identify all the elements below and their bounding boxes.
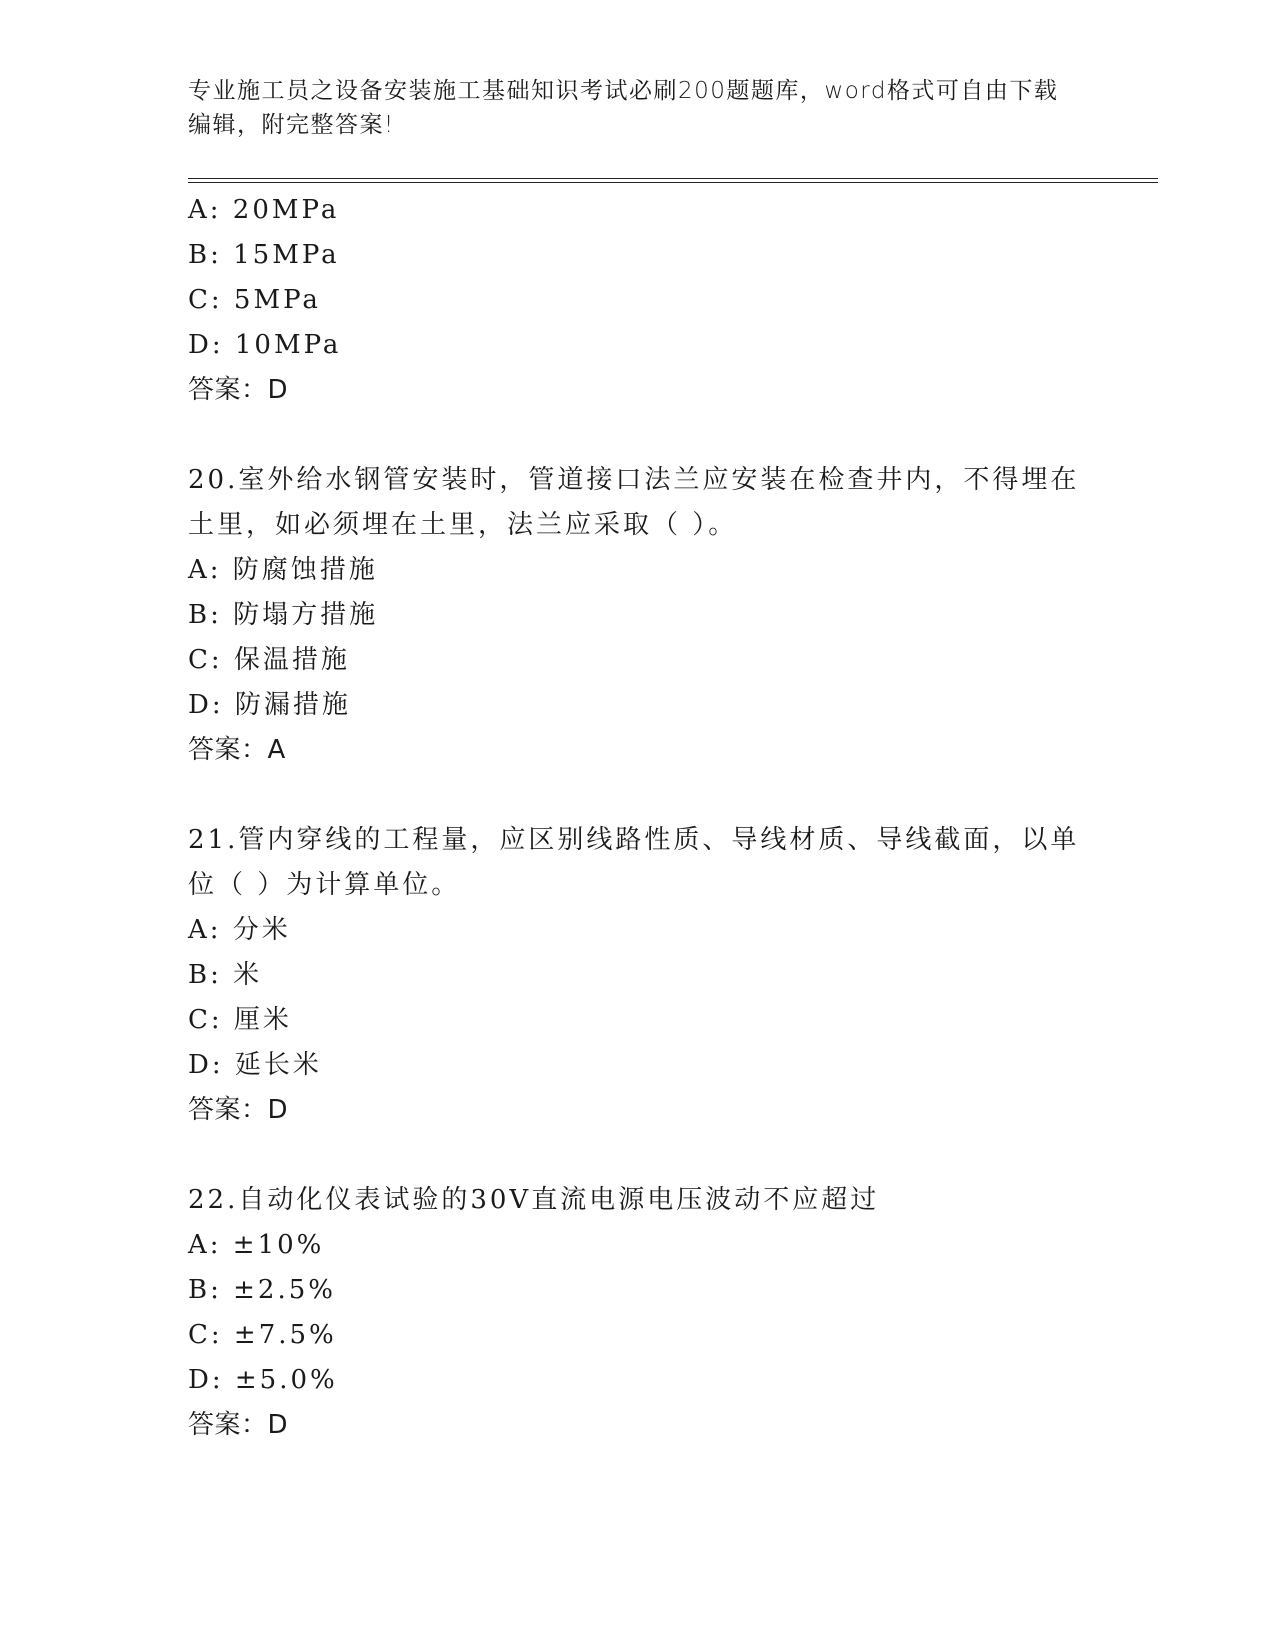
answer-line: 答案：A	[188, 735, 286, 765]
document-header	[188, 74, 1088, 142]
answer-line: 答案：D	[188, 1410, 289, 1440]
option-a: A: 防腐蚀措施	[188, 555, 378, 585]
option-d: D: ±5.0%	[188, 1365, 338, 1395]
header-title-line-2: 编辑，附完整答案!	[188, 112, 395, 138]
option-a: A: 20MPa	[188, 195, 340, 225]
option-c: C: 5MPa	[188, 285, 321, 315]
option-a: A: 分米	[188, 915, 291, 945]
option-c: C: 保温措施	[188, 645, 350, 675]
option-d: D: 10MPa	[188, 330, 342, 360]
header-divider-top	[188, 178, 1158, 179]
question-stem: 20.室外给水钢管安装时，管道接口法兰应安装在检查井内，不得埋在	[188, 465, 1080, 495]
question-stem: 22.自动化仪表试验的30V直流电源电压波动不应超过	[188, 1185, 880, 1215]
option-a: A: ±10%	[188, 1230, 325, 1260]
option-d: D: 防漏措施	[188, 690, 351, 720]
answer-line: 答案：D	[188, 1095, 289, 1125]
option-b: B: ±2.5%	[188, 1275, 336, 1305]
option-b: B: 米	[188, 960, 263, 990]
option-d: D: 延长米	[188, 1050, 322, 1080]
question-stem-continued: 位（ ）为计算单位。	[188, 870, 461, 900]
option-b: B: 15MPa	[188, 240, 340, 270]
option-c: C: 厘米	[188, 1005, 292, 1035]
header-title-line-1: 专业施工员之设备安装施工基础知识考试必刷200题题库，word格式可自由下载	[188, 78, 1059, 104]
answer-line: 答案：D	[188, 375, 289, 405]
option-b: B: 防塌方措施	[188, 600, 379, 630]
option-c: C: ±7.5%	[188, 1320, 337, 1350]
question-stem-continued: 土里，如必须埋在土里，法兰应采取（ ）。	[188, 510, 738, 540]
header-divider-bottom	[188, 182, 1158, 183]
question-stem: 21.管内穿线的工程量，应区别线路性质、导线材质、导线截面，以单	[188, 825, 1080, 855]
